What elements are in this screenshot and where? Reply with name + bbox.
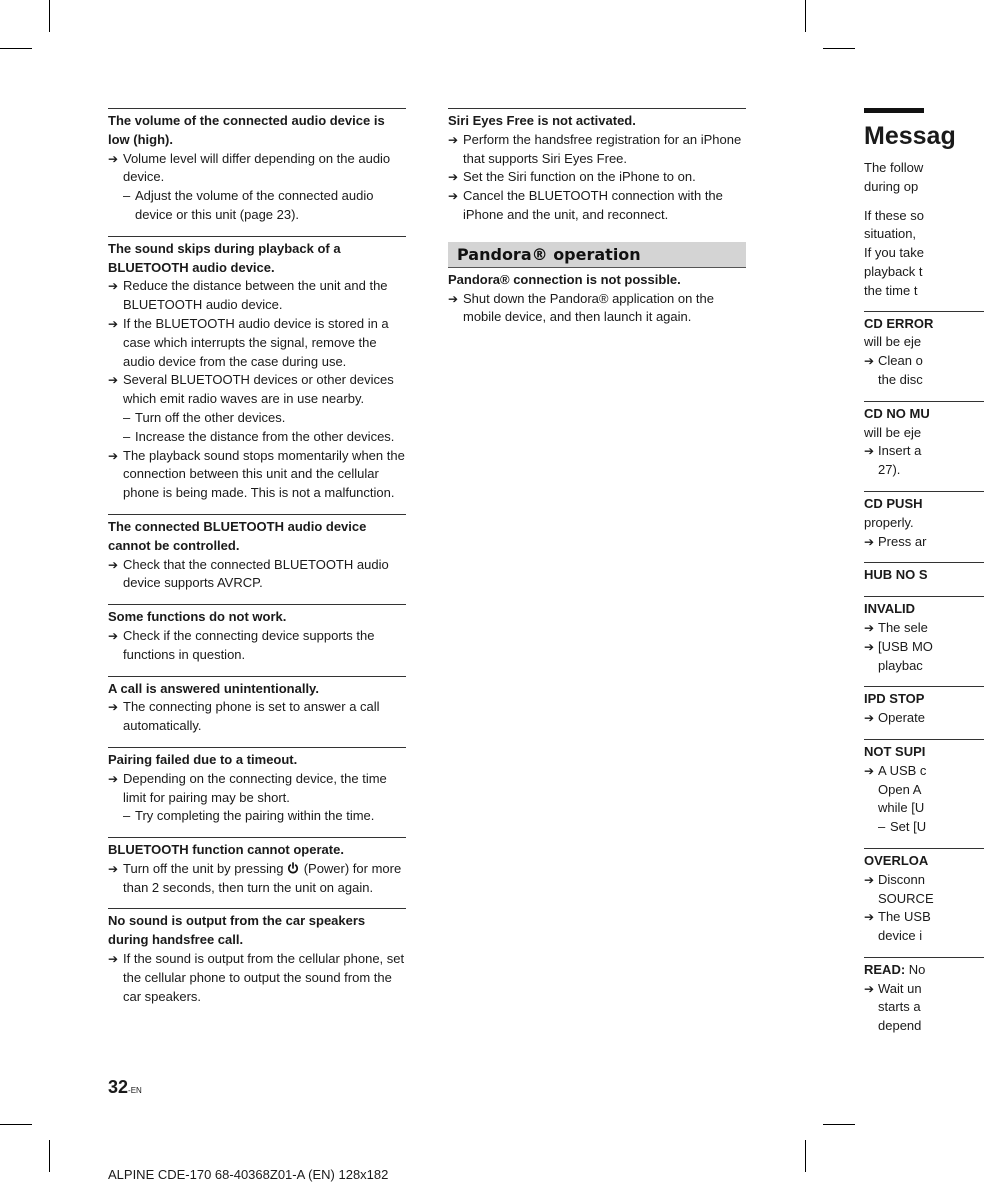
remedy-item (864, 352, 984, 390)
message-heading (864, 495, 984, 514)
arrow-icon: ➔ (448, 170, 459, 185)
entry-heading: A call is answered unintentionally. (108, 680, 319, 696)
remedy-text: Press ar (878, 533, 927, 549)
remedy-text: depend (878, 1018, 922, 1034)
remedy-item (864, 980, 984, 1036)
message-code: CD PUSH (864, 495, 923, 511)
troubleshoot-entry (448, 271, 746, 327)
remedy-text: Wait un (878, 980, 922, 996)
arrow-icon: ➔ (448, 132, 459, 147)
remedy-text: Clean o (878, 353, 923, 369)
entry-heading: Pandora® connection is not possible. (448, 271, 681, 287)
message-heading (864, 405, 984, 424)
remedy-item (108, 950, 406, 1006)
remedy-text: Check if the connecting device supports the functions in question. (123, 627, 375, 662)
paragraph-line: The follow (864, 160, 924, 175)
remedy-text: Volume level will differ depending on the audio device. (123, 150, 391, 185)
print-footer: ALPINE CDE-170 68-40368Z01-A (EN) 128x182 (108, 1167, 389, 1182)
paragraph-line: situation, (864, 226, 917, 242)
remedy-item (108, 277, 406, 315)
remedy-item (864, 533, 984, 552)
troubleshoot-entry (108, 908, 406, 1006)
remedy-text: Cancel the BLUETOOTH connection with the iPhone and the unit, and reconnect. (463, 188, 723, 222)
paragraph-line: If you take (864, 245, 924, 261)
remedy-text: Open A (878, 781, 922, 797)
message-desc: will be eje (864, 424, 922, 440)
remedy-item (864, 709, 984, 728)
troubleshoot-entry (108, 604, 406, 664)
remedy-item (864, 908, 984, 946)
message-entry (864, 562, 984, 585)
message-entry (864, 957, 984, 1036)
remedy-text: (Power) for more than 2 seconds, then turn the unit on again. (123, 860, 402, 895)
crop-mark-top-left-v (49, 0, 50, 32)
remedy-text: If the sound is output from the cellular phone, set the cellular phone to output the sound from the car speakers. (123, 951, 405, 1004)
arrow-icon: ➔ (864, 910, 875, 925)
crop-mark-bottom-right-h (823, 1124, 855, 1125)
dash-icon: – (123, 188, 131, 204)
troubleshoot-entry (108, 236, 406, 503)
entry-heading: The volume of the connected audio device is low (high). (108, 113, 385, 147)
remedy-text: Several BLUETOOTH devices or other devices which emit radio waves are in use nearby. (123, 372, 394, 407)
intro-paragraph (864, 207, 984, 301)
remedy-item (108, 150, 406, 188)
remedy-item (108, 371, 406, 409)
entry-heading: The sound skips during playback of a BLUETOOTH audio device. (108, 240, 341, 275)
arrow-icon: ➔ (448, 189, 459, 204)
middle-column (448, 108, 746, 327)
remedy-text: The connecting phone is set to answer a call automatically. (123, 699, 380, 734)
arrow-icon: ➔ (864, 639, 875, 654)
remedy-item (108, 860, 406, 898)
arrow-icon: ➔ (864, 872, 875, 887)
remedy-text: The playback sound stops momentarily when the connection between this unit and the cellular phone is being made. This is not a malfunction. (123, 447, 405, 501)
arrow-icon: ➔ (108, 373, 119, 388)
remedy-text: while [U (878, 800, 925, 816)
message-heading (864, 600, 984, 619)
entry-heading: Siri Eyes Free is not activated. (448, 113, 636, 128)
remedy-subitem (864, 818, 984, 837)
message-entry (864, 848, 984, 946)
message-code: CD ERROR (864, 315, 934, 331)
remedy-item (108, 447, 406, 503)
message-code: INVALID (864, 601, 916, 617)
remedy-item (108, 698, 406, 736)
arrow-icon: ➔ (108, 861, 119, 876)
remedy-item (864, 871, 984, 909)
troubleshoot-entry (448, 108, 746, 225)
arrow-icon: ➔ (108, 151, 119, 166)
arrow-icon: ➔ (864, 763, 875, 778)
subitem-text: Try completing the pairing within the time. (135, 808, 375, 824)
remedy-subitem (108, 409, 406, 428)
message-entry (864, 686, 984, 728)
section-title-messages: Messag (864, 122, 956, 150)
remedy-item (864, 638, 984, 676)
subitem-text: Turn off the other devices. (135, 409, 286, 425)
arrow-icon: ➔ (864, 534, 875, 549)
remedy-text: starts a (878, 999, 921, 1015)
remedy-text: Perform the handsfree registration for an iPhone that supports Siri Eyes Free. (463, 131, 742, 166)
message-code: HUB NO S (864, 567, 928, 583)
paragraph-line: If these so (864, 207, 924, 223)
message-code: IPD STOP (864, 691, 925, 707)
left-column (108, 108, 406, 1017)
remedy-text: playbac (878, 657, 923, 673)
arrow-icon: ➔ (108, 316, 119, 331)
entry-heading: Some functions do not work. (108, 609, 287, 625)
crop-mark-top-right-v (805, 0, 806, 32)
remedy-text: Check that the connected BLUETOOTH audio device supports AVRCP. (123, 556, 389, 591)
right-column (864, 108, 984, 1047)
message-code: OVERLOA (864, 852, 929, 868)
remedy-text: [USB MO (878, 638, 933, 654)
message-desc: properly. (864, 514, 914, 530)
remedy-text: Operate (878, 710, 925, 726)
message-code: NOT SUPI (864, 743, 926, 759)
paragraph-line: the time t (864, 282, 918, 298)
crop-mark-bottom-left-h (0, 1124, 32, 1125)
dash-icon: – (123, 808, 131, 824)
message-entry (864, 311, 984, 390)
troubleshoot-entry (108, 108, 406, 225)
message-heading (864, 690, 984, 709)
subitem-text: Increase the distance from the other devices. (135, 428, 395, 444)
remedy-text: device i (878, 928, 923, 944)
message-desc: will be eje (864, 334, 922, 350)
message-heading (864, 743, 984, 762)
troubleshoot-entry (108, 514, 406, 593)
page-number-suffix: -EN (128, 1086, 142, 1095)
section-bar (864, 108, 924, 113)
remedy-item (448, 168, 746, 187)
crop-mark-bottom-left-v (49, 1140, 50, 1172)
remedy-item (864, 762, 984, 818)
message-heading (864, 315, 984, 334)
message-code: CD NO MU (864, 405, 930, 421)
message-heading (864, 566, 984, 585)
arrow-icon: ➔ (108, 279, 119, 294)
remedy-text: Depending on the connecting device, the time limit for pairing may be short. (123, 770, 387, 805)
remedy-item (864, 619, 984, 638)
entry-heading: No sound is output from the car speakers during handsfree call. (108, 913, 366, 948)
message-entry (864, 596, 984, 675)
page-number (108, 1077, 142, 1098)
crop-mark-bottom-right-v (805, 1140, 806, 1172)
remedy-item (864, 442, 984, 480)
message-code: READ: (864, 961, 906, 977)
message-entry (864, 491, 984, 551)
message-heading (864, 852, 984, 871)
arrow-icon: ➔ (864, 354, 875, 369)
arrow-icon: ➔ (108, 448, 119, 463)
remedy-subitem (108, 187, 406, 225)
remedy-text: The USB (878, 909, 931, 925)
remedy-subitem (108, 807, 406, 826)
subitem-text: Adjust the volume of the connected audio device or this unit (page 23). (135, 188, 374, 222)
remedy-text: 27). (878, 462, 901, 478)
remedy-text: Reduce the distance between the unit and the BLUETOOTH audio device. (123, 278, 388, 313)
troubleshoot-entry (108, 676, 406, 736)
remedy-text: SOURCE (878, 890, 934, 906)
intro-paragraph (864, 159, 984, 197)
arrow-icon: ➔ (108, 557, 119, 572)
arrow-icon: ➔ (108, 952, 119, 967)
remedy-text: The sele (878, 619, 928, 635)
section-heading-pandora: Pandora® operation (448, 242, 746, 268)
message-desc: No (908, 961, 926, 977)
remedy-text: the disc (878, 371, 923, 387)
remedy-item (448, 290, 746, 328)
paragraph-line: during op (864, 178, 919, 194)
remedy-subitem (108, 428, 406, 447)
arrow-icon: ➔ (864, 444, 875, 459)
arrow-icon: ➔ (864, 620, 875, 635)
troubleshoot-entry (108, 747, 406, 826)
remedy-text: A USB c (878, 762, 927, 778)
arrow-icon: ➔ (864, 711, 875, 726)
arrow-icon: ➔ (108, 771, 119, 786)
troubleshoot-entry (108, 837, 406, 897)
remedy-text: Turn off the unit by pressing (123, 860, 284, 876)
crop-mark-top-right-h (823, 48, 855, 49)
entry-heading: BLUETOOTH function cannot operate. (108, 842, 344, 858)
arrow-icon: ➔ (864, 981, 875, 996)
remedy-item (108, 627, 406, 665)
remedy-text: If the BLUETOOTH audio device is stored in a case which interrupts the signal, remove the audio device from the case during use. (123, 315, 389, 369)
remedy-text: Insert a (878, 443, 922, 459)
dash-icon: – (123, 409, 131, 425)
remedy-item (108, 770, 406, 808)
entry-heading: The connected BLUETOOTH audio device cannot be controlled. (108, 518, 367, 553)
remedy-item (108, 556, 406, 594)
arrow-icon: ➔ (108, 700, 119, 715)
remedy-item (448, 131, 746, 169)
subitem-text: Set [U (890, 819, 927, 835)
dash-icon: – (123, 428, 131, 444)
message-entry (864, 739, 984, 837)
message-heading (864, 961, 984, 980)
remedy-text: Disconn (878, 871, 925, 887)
remedy-text: Set the Siri function on the iPhone to on. (463, 169, 696, 185)
remedy-text: Shut down the Pandora® application on the mobile device, and then launch it again. (463, 290, 714, 325)
arrow-icon: ➔ (108, 628, 119, 643)
paragraph-line: playback t (864, 263, 923, 279)
remedy-item (448, 187, 746, 225)
message-entry (864, 401, 984, 480)
remedy-item (108, 315, 406, 371)
entry-heading: Pairing failed due to a timeout. (108, 751, 298, 767)
page-number-value: 32 (108, 1077, 129, 1097)
power-icon (287, 861, 300, 873)
dash-icon: – (878, 819, 886, 835)
crop-mark-top-left-h (0, 48, 32, 49)
arrow-icon: ➔ (448, 291, 459, 306)
